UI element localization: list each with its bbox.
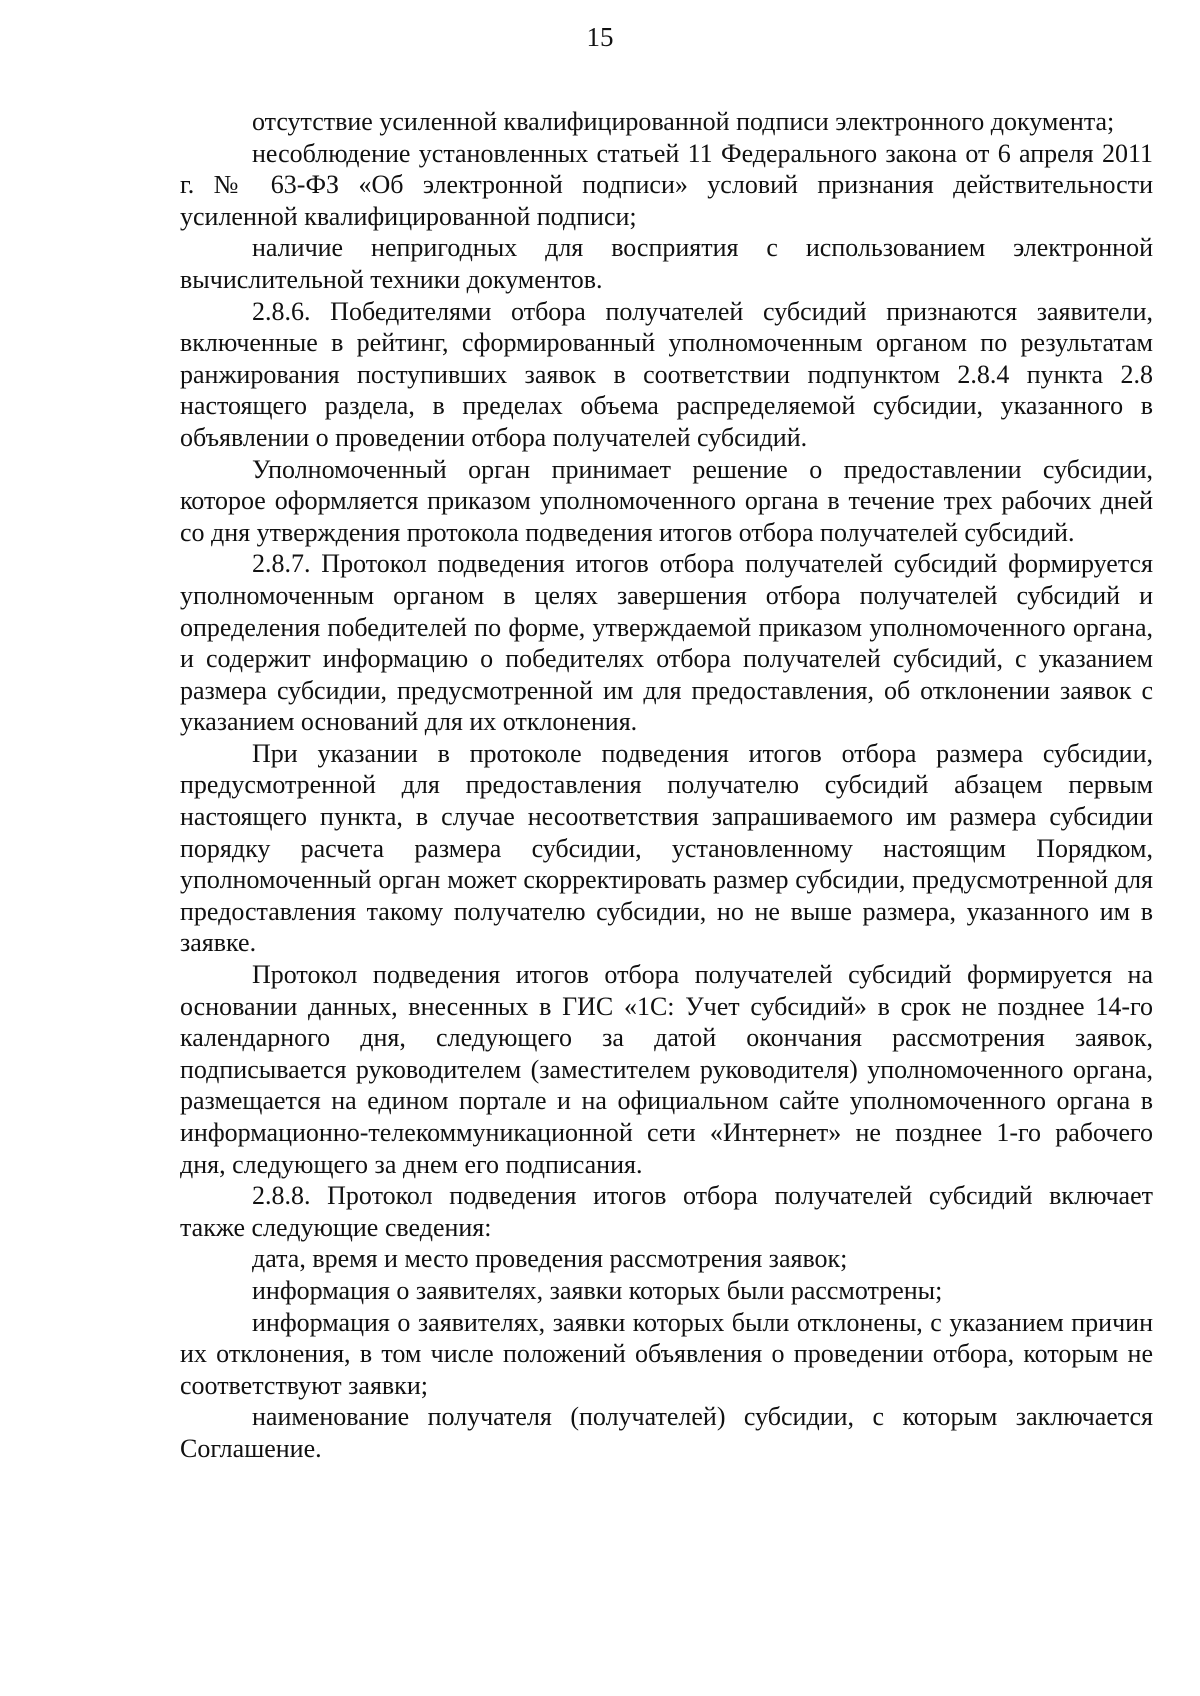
paragraph: дата, время и место проведения рассмотрения заявок; [252, 1244, 848, 1274]
paragraph: Уполномоченный орган принимает решение о предоставлении субсидии, которое оформляется приказом уполномоченного органа в течение трех рабочих дней со дня утверждения протокола подведения итогов отбора получателей субсидий. [180, 454, 1153, 547]
document-body [180, 106, 1153, 1465]
paragraph: 2.8.7. Протокол подведения итогов отбора получателей субсидий формируется уполномоченным органом в целях завершения отбора получателей субсидий и определения победителей по форме, утверждаемой приказом уполномоченного органа, и содержит информацию о победителях отбора получателей субсидий, с указанием размера субсидии, предусмотренной им для предоставления, об отклонении заявок с указанием оснований для их отклонения. [180, 549, 1153, 737]
paragraph: Протокол подведения итогов отбора получателей субсидий формируется на основании данных, внесенных в ГИС «1С: Учет субсидий» в срок не позднее 14-го календарного дня, следующего за датой окончания рассмотрения заявок, подписывается руководителем (заместителем руководителя) уполномоченного органа, размещается на едином портале и на официальном сайте уполномоченного органа в информационно-телекоммуникационной сети «Интернет» не позднее 1-го рабочего дня, следующего за днем его подписания. [180, 960, 1153, 1179]
paragraph: При указании в протоколе подведения итогов отбора размера субсидии, предусмотренной для предоставления получателю субсидий абзацем первым настоящего пункта, в случае несоответствия запрашиваемого им размера субсидии порядку расчета размера субсидии, установленному настоящим Порядком, уполномоченный орган может скорректировать размер субсидии, предусмотренной для предоставления такому получателю субсидии, но не выше размера, указанного им в заявке. [180, 738, 1153, 958]
paragraph: 2.8.6. Победителями отбора получателей субсидий признаются заявители, включенные в рейтинг, сформированный уполномоченным органом по результатам ранжирования поступивших заявок в соответствии подпунктом 2.8.4 пункта 2.8 настоящего раздела, в пределах объема распределяемой субсидии, указанного в объявлении о проведении отбора получателей субсидий. [180, 296, 1153, 452]
paragraph: несоблюдение установленных статьей 11 Федерального закона от 6 апреля 2011 г. № 63-ФЗ «Об электронной подписи» условий признания действительности усиленной квалифицированной подписи; [180, 138, 1153, 231]
paragraph: отсутствие усиленной квалифицированной подписи электронного документа; [252, 107, 1115, 136]
page-number: 15 [586, 22, 614, 52]
paragraph: наименование получателя (получателей) субсидии, с которым заключается Соглашение. [180, 1402, 1153, 1463]
paragraph: наличие непригодных для восприятия с использованием электронной вычислительной техники документов. [180, 233, 1153, 294]
paragraph: информация о заявителях, заявки которых были отклонены, с указанием причин их отклонения, в том числе положений объявления о проведении отбора, которым не соответствуют заявки; [180, 1307, 1153, 1400]
paragraph: информация о заявителях, заявки которых были рассмотрены; [252, 1275, 943, 1305]
paragraph: 2.8.8. Протокол подведения итогов отбора получателей субсидий включает также следующие сведения: [180, 1181, 1153, 1242]
